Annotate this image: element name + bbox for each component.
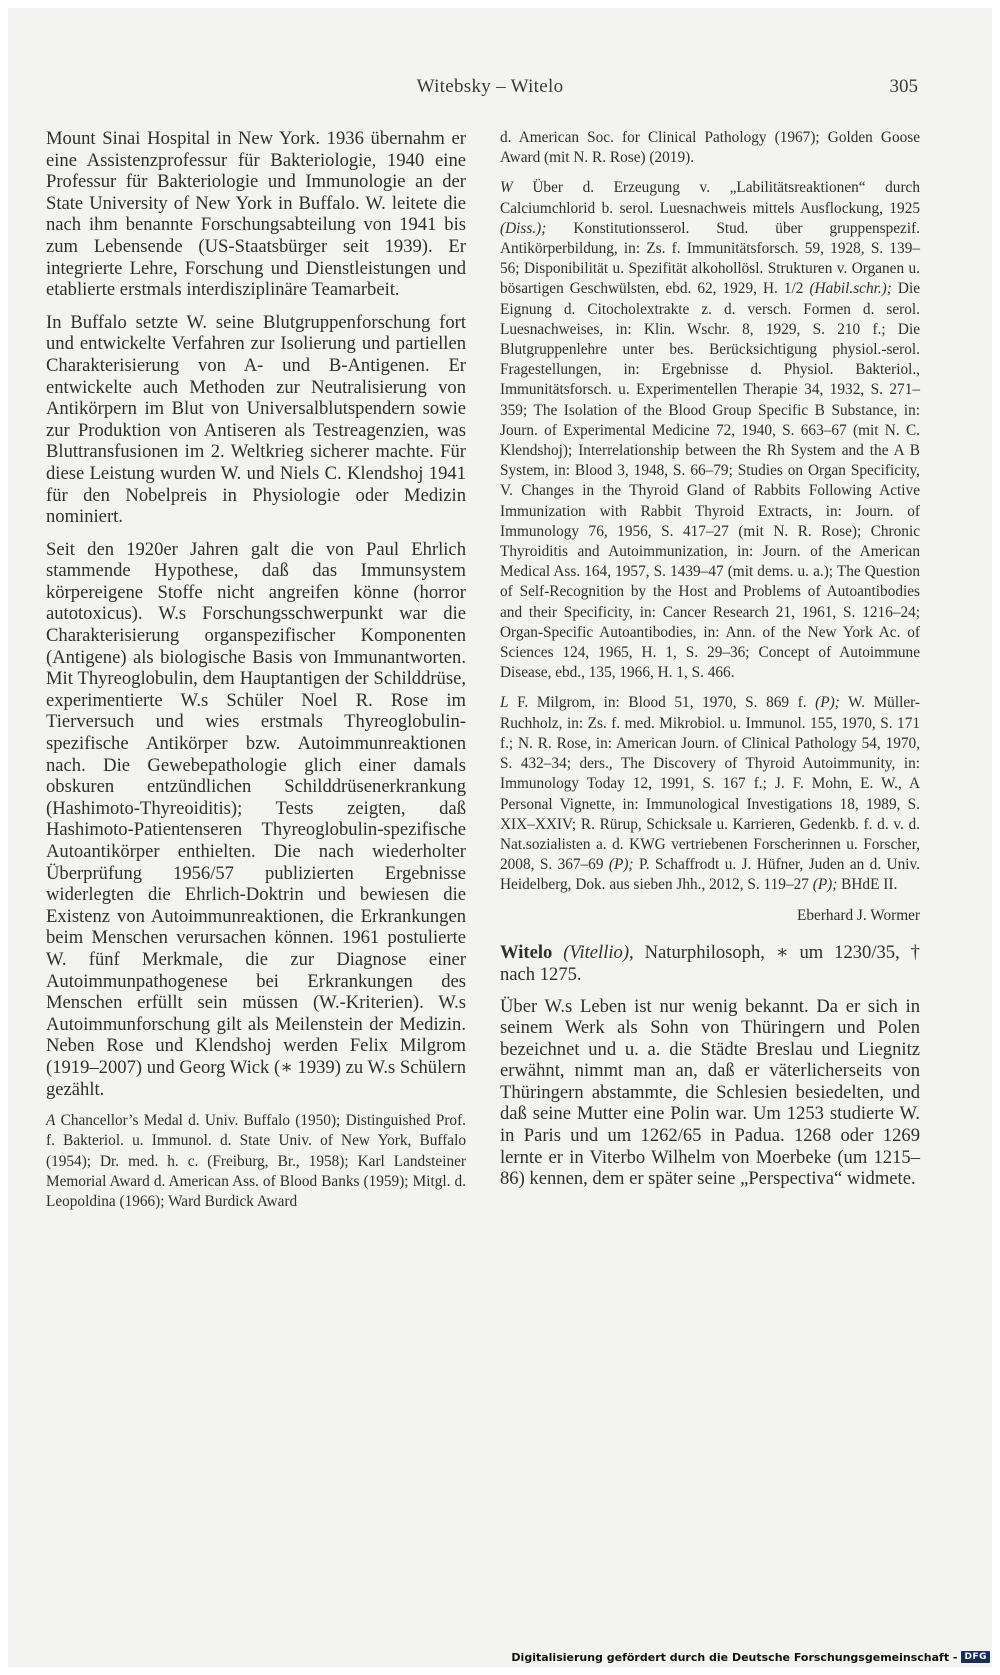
works-marker: W xyxy=(500,179,513,197)
awards-text: Chancellor’s Medal d. Univ. Buffalo (1950); Distinguished Prof. f. Bakteriol. u. Immunol. d. State Univ. of New York, Buffalo (1954); Dr. med. h. c. (Freiburg, Br., 1958); Karl Landsteiner Memorial Award d. American Ass. of Blood Banks (1959); Mitgl. d. Leopoldina (1966); Ward Burdick Award xyxy=(46,1112,466,1210)
digitization-footer xyxy=(511,1649,990,1665)
entry-alt-name: (Vitellio), xyxy=(563,941,634,963)
awards-marker: A xyxy=(46,1112,56,1130)
entry-name: Witelo xyxy=(500,941,553,963)
literature-text-b: W. Müller-Ruchholz, in: Zs. f. med. Mikrobiol. u. Immunol. 155, 1970, S. 171 f.; N. R. Rose, in: American Journ. of Clinical Pathology 54, 1970, S. 432–34; ders., The Discovery of Thyroid Autoimmunity, in: Immunology Today 12, 1991, S. 167 f.; J. F. Mohn, E. W., A Personal Vignette, in: Immunological Investigations 18, 1989, S. XIX–XXIV; R. Rürup, Schicksale u. Karrieren, Gedenkb. f. d. v. d. Nat.sozialisten a. d. KWG vertriebenen Forscherinnen u. Forscher, 2008, S. 367–69 xyxy=(500,694,920,874)
awards-section xyxy=(46,1111,466,1212)
works-section xyxy=(500,178,920,683)
article-author: Eberhard J. Wormer xyxy=(797,906,920,924)
literature-text-d: BHdE II. xyxy=(837,876,898,894)
literature-p-note-3: (P); xyxy=(812,876,838,894)
literature-marker: L xyxy=(500,694,509,712)
witebsky-paragraph-3: Seit den 1920er Jahren galt die von Paul Ehrlich stammende Hypothese, daß das Immunsystem körpereigene Stoffe nicht angreifen könne (horror autotoxicus). W.s Forschungsschwerpunkt war die Charakterisierung organspezifischer Komponenten (Antigene) als biologische Basis von Immunantworten. Mit Thyreoglobulin, dem Hauptantigen der Schilddrüse, experimentierte W.s Schüler Noel R. Rose im Tierversuch und wies erstmals Thyreoglobulin-spezifische Antikörper bzw. Autoimmunreaktionen nach. Die Gewebepathologie glich einer damals obskuren entzündlichen Schilddrüsenerkrankung (Hashimoto-Thyreoiditis); Tests zeigten, daß Hashimoto-Patientenseren Thyreoglobulin-spezifische Autoantikörper enthielten. Die nach wiederholter Überprüfung 1956/57 publizierten Ergebnisse widerlegten die Ehrlich-Doktrin und bewiesen die Existenz von Autoimmunreaktionen, die Erkrankungen beim Menschen verursachen können. 1961 postulierte W. fünf Merkmale, die zur Diagnose einer Autoimmunpathogenese bei Erkrankungen des Menschen erfüllt sein müssen (W.-Kriterien). W.s Autoimmunforschung gilt als Meilenstein der Medizin. Neben Rose und Klendshoj werden Felix Milgrom (1919–2007) und Georg Wick (∗ 1939) zu W.s Schülern gezählt. xyxy=(46,538,466,1100)
literature-section xyxy=(500,693,920,895)
awards-continued: d. American Soc. for Clinical Pathology (1967); Golden Goose Award (mit N. R. Rose) (2019). xyxy=(500,129,920,167)
literature-p-note-1: (P); xyxy=(815,694,840,712)
witelo-entry-heading xyxy=(500,942,920,986)
page-number: 305 xyxy=(889,76,918,97)
works-habil-note: (Habil.schr.); xyxy=(809,280,892,298)
works-text-b: Konstitutionsserol. Stud. über gruppenspezif. Antikörperbildung, in: Zs. f. Immunitätsforsch. 59, 1928, S. 139–56; Disponibilität u. Spezifität alkohollösl. Strukturen v. Organen u. bösartigen Geschwülsten, ebd. 62, 1929, H. 1/2 xyxy=(500,219,920,298)
witebsky-paragraph-2: In Buffalo setzte W. seine Blutgruppenforschung fort und entwickelte Verfahren zur Isolierung und partiellen Charakterisierung von A- und B-Antigenen. Er entwickelte auch Methoden zur Neutralisierung von Antikörpern im Blut von Universalblutspendern sowie zur Produktion von Antiseren als Testreagenzien, was Bluttransfusionen im 2. Weltkrieg sicherer machte. Für diese Leistung wurden W. und Niels C. Klendshoj 1941 für den Nobelpreis in Physiologie oder Medizin nominiert. xyxy=(46,311,466,528)
witebsky-paragraph-1: Mount Sinai Hospital in New York. 1936 übernahm er eine Assistenzprofessur für Bakteriologie, 1940 eine Professur für Bakteriologie und Immunologie an der State University of New York in Buffalo. W. leitete die nach ihm benannte Forschungsabteilung von 1941 bis zum Lebensende (US-Staatsbürger seit 1939). Er integrierte Lehre, Forschung und Dienstleistungen und etablierte erstmals interdisziplinäre Teamarbeit. xyxy=(46,128,466,301)
works-diss-note: (Diss.); xyxy=(500,219,547,237)
literature-p-note-2: (P); xyxy=(608,856,634,874)
footer-text: Digitalisierung gefördert durch die Deutsche Forschungsgemeinschaft - xyxy=(511,1650,958,1664)
left-column xyxy=(46,128,466,1222)
works-text-c: Die Eignung d. Citocholextrakte z. d. versch. Formen d. serol. Luesnachweises, in: Klin. Wschr. 8, 1929, S. 210 f.; Die Blutgruppenlehre unter bes. Berücksichtigung physiol.-serol. Fragestellungen, in: Ergebnisse d. Physiol. Bakteriol., Immunitätsforsch. u. Experimentellen Therapie 34, 1932, S. 271–359; The Isolation of the Blood Group Specific B Substance, in: Journ. of Experimental Medicine 72, 1940, S. 663–67 (mit N. C. Klendshoj); Interrelationship between the Rh System and the A B System, in: Blood 3, 1948, S. 66–79; Studies on Organ Specificity, V. Changes in the Thyroid Gland of Rabbits Following Active Immunization with Rabbit Thyroid Extracts, in: Journ. of Immunology 76, 1956, S. 417–27 (mit N. R. Rose); Chronic Thyroiditis and Autoimmunization, in: Journ. of the American Medical Ass. 164, 1957, S. 1439–47 (mit dems. u. a.); The Question of Self-Recognition by the Host and Problems of Autoantibodies and their Specificity, in: Cancer Research 21, 1961, S. 1216–24; Organ-Specific Autoantibodies, in: Ann. of the New York Ac. of Sciences 124, 1965, H. 1, S. 29–36; Concept of Autoimmune Disease, ebd., 135, 1966, H. 1, S. 466. xyxy=(500,280,920,682)
page-header xyxy=(0,76,1000,106)
literature-text-a: F. Milgrom, in: Blood 51, 1970, S. 869 f. xyxy=(508,694,816,712)
works-text-a: Über d. Erzeugung v. „Labilitätsreaktionen“ durch Calciumchlorid b. serol. Luesnachweis mittels Ausflockung, 1925 xyxy=(500,179,920,217)
running-title: Witebsky – Witelo xyxy=(416,76,564,97)
dfg-logo-icon: DFG xyxy=(961,1651,990,1663)
entry-description: Naturphilosoph, ∗ um 1230/35, † nach 1275. xyxy=(500,941,920,985)
witelo-paragraph-1: Über W.s Leben ist nur wenig bekannt. Da er sich in seinem Werk als Sohn von Thüringern und Polen bezeichnet und u. a. die Städte Breslau und Liegnitz erwähnt, nimmt man an, daß er väterlicherseits von Thüringern abstammte, die Schlesien besiedelten, und daß seine Mutter eine Polin war. Um 1253 studierte W. in Paris und um 1262/65 in Padua. 1268 oder 1269 lernte er in Viterbo Wilhelm von Moerbeke (um 1215–86) kennen, dem er später seine „Perspectiva“ widmete. xyxy=(500,995,920,1190)
literature-text-c: P. Schaffrodt u. J. Hüfner, Juden an d. Univ. Heidelberg, Dok. aus sieben Jhh., 2012, S. 119–27 xyxy=(500,856,920,894)
right-column xyxy=(500,128,920,1201)
